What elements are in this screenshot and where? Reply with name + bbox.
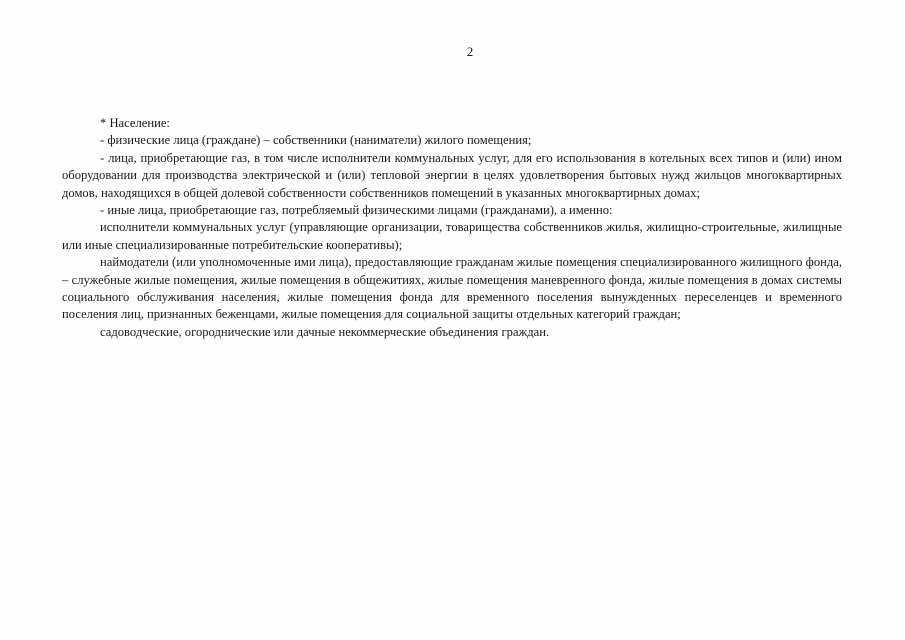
population-heading: * Население: <box>100 116 170 130</box>
paragraph-other-persons: - иные лица, приобретающие газ, потребляемый физическими лицами (гражданами), а именно: <box>100 203 613 218</box>
paragraph-gas-buyers: - лица, приобретающие газ, в том числе исполнители коммунальных услуг, для его использования в котельных всех типов и (или) ином оборудовании для производства электрической и (или) тепловой энергии в целях удовлетворения бытовых нужд жильцов многоквартирных домов, находящихся в общей долевой собственности собственников помещений в указанных многоквартирных домах; <box>62 150 842 200</box>
paragraph-utility-providers: исполнители коммунальных услуг (управляющие организации, товарищества собственников жилья, жилищно-строительные, жилищные или иные специализированные потребительские кооперативы); <box>62 220 842 252</box>
page-number: 2 <box>466 44 474 59</box>
paragraph-landlords: наймодатели (или уполномоченные ими лица), предоставляющие гражданам жилые помещения специализированного жилищного фонда, – служебные жилые помещения, жилые помещения в общежитиях, жилые помещения маневренного фонда, жилые помещения в домах системы социального обслуживания населения, жилые помещения фонда для временного поселения вынужденных переселенцев и временного поселения лиц, признанных беженцами, жилые помещения для социальной защиты отдельных категорий граждан; <box>62 255 842 322</box>
document-body <box>62 115 842 341</box>
paragraph-garden-associations: садоводческие, огороднические или дачные некоммерческие объединения граждан. <box>100 324 550 339</box>
paragraph-individuals: - физические лица (граждане) – собственники (наниматели) жилого помещения; <box>100 133 532 148</box>
